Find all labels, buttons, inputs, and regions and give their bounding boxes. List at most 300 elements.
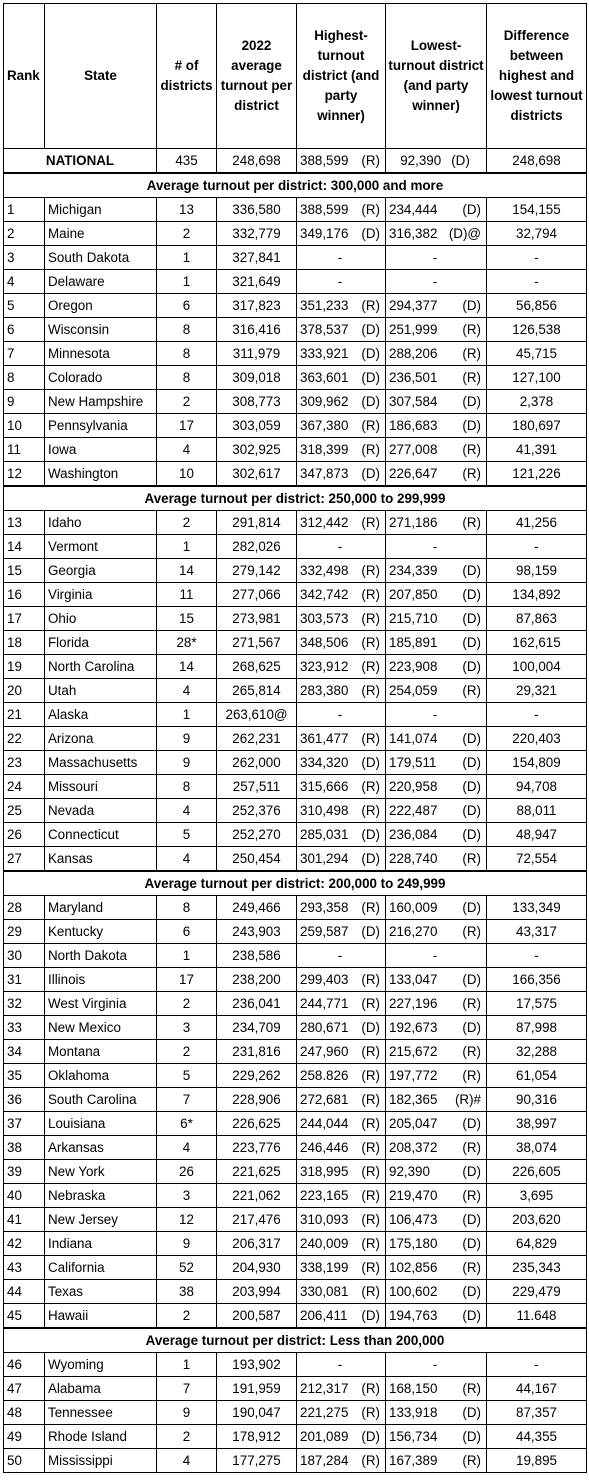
table-body [4, 149, 587, 1473]
lowest-turnout-value: - [432, 707, 438, 722]
lowest-turnout-party: (R) [462, 1188, 481, 1203]
state-name: Minnesota [45, 342, 157, 366]
turnout-difference: 87,998 [487, 1016, 587, 1040]
lowest-turnout-value: 219,470 [389, 1188, 438, 1203]
average-turnout: 303,059 [217, 414, 297, 438]
lowest-turnout-value: 168,150 [389, 1381, 438, 1396]
rank-cell: 11 [4, 438, 45, 462]
highest-turnout-value: 330,081 [300, 1284, 349, 1299]
highest-turnout-party: (R) [361, 659, 380, 674]
turnout-difference: 41,391 [487, 438, 587, 462]
turnout-difference: 220,403 [487, 727, 587, 751]
state-name: North Carolina [45, 655, 157, 679]
turnout-difference: - [487, 535, 587, 559]
lowest-turnout-party: (R) [462, 924, 481, 939]
lowest-turnout-value: - [432, 948, 438, 963]
state-name: Maine [45, 222, 157, 246]
lowest-turnout-value: 294,377 [389, 298, 438, 313]
average-turnout: 217,476 [217, 1208, 297, 1232]
average-turnout: 291,814 [217, 511, 297, 535]
lowest-turnout-value: 227,196 [389, 996, 438, 1011]
state-name: West Virginia [45, 992, 157, 1016]
state-row [4, 847, 587, 872]
highest-turnout [297, 1184, 386, 1208]
national-lowest-party: (D) [451, 153, 470, 168]
table-header [4, 4, 587, 149]
lowest-turnout-value: 175,180 [389, 1236, 438, 1251]
lowest-turnout [386, 535, 487, 559]
state-row [4, 1304, 587, 1329]
lowest-turnout-party: (D) [462, 611, 481, 626]
lowest-turnout-value: 226,647 [389, 466, 438, 481]
average-turnout: 273,981 [217, 607, 297, 631]
lowest-turnout [386, 1401, 487, 1425]
header-lowest-turnout: Lowest-turnout district (and party winner) [386, 4, 487, 149]
average-turnout: 321,649 [217, 270, 297, 294]
turnout-difference: 154,155 [487, 198, 587, 222]
lowest-turnout [386, 896, 487, 920]
national-highest-value: 388,599 [300, 153, 349, 168]
lowest-turnout-value: 185,891 [389, 635, 438, 650]
highest-turnout [297, 1280, 386, 1304]
highest-turnout [297, 920, 386, 944]
state-name: Georgia [45, 559, 157, 583]
district-count: 6 [157, 920, 217, 944]
state-name: New Jersey [45, 1208, 157, 1232]
turnout-difference: 48,947 [487, 823, 587, 847]
lowest-turnout-value: 141,074 [389, 731, 438, 746]
turnout-difference: 121,226 [487, 462, 587, 487]
lowest-turnout-value: 216,270 [389, 924, 438, 939]
state-name: Louisiana [45, 1112, 157, 1136]
highest-turnout-value: 221,275 [300, 1405, 349, 1420]
turnout-difference: 11.648 [487, 1304, 587, 1329]
state-row [4, 511, 587, 535]
average-turnout: 178,912 [217, 1425, 297, 1449]
district-count: 4 [157, 438, 217, 462]
highest-turnout-party: (R) [361, 1188, 380, 1203]
lowest-turnout-value: 160,009 [389, 900, 438, 915]
lowest-turnout-value: 167,389 [389, 1453, 438, 1468]
highest-turnout-value: 309,962 [300, 394, 349, 409]
highest-turnout [297, 414, 386, 438]
district-count: 17 [157, 968, 217, 992]
national-lowest [386, 149, 487, 174]
highest-turnout-value: 272,681 [300, 1092, 349, 1107]
turnout-difference: 154,809 [487, 751, 587, 775]
highest-turnout-value: 301,294 [300, 851, 349, 866]
lowest-turnout-value: 222,487 [389, 803, 438, 818]
highest-turnout-value: 283,380 [300, 683, 349, 698]
lowest-turnout [386, 1449, 487, 1473]
district-count: 8 [157, 318, 217, 342]
highest-turnout-value: 318,399 [300, 442, 349, 457]
average-turnout: 262,000 [217, 751, 297, 775]
rank-cell: 8 [4, 366, 45, 390]
header-highest-turnout: Highest-turnout district (and party winner) [297, 4, 386, 149]
highest-turnout-value: 318,995 [300, 1164, 349, 1179]
highest-turnout [297, 535, 386, 559]
highest-turnout-value: - [337, 1357, 343, 1372]
lowest-turnout [386, 583, 487, 607]
highest-turnout-value: 244,771 [300, 996, 349, 1011]
state-name: Kentucky [45, 920, 157, 944]
state-row [4, 366, 587, 390]
turnout-difference: 41,256 [487, 511, 587, 535]
state-name: Nebraska [45, 1184, 157, 1208]
turnout-difference: 19,895 [487, 1449, 587, 1473]
state-row [4, 270, 587, 294]
district-count: 1 [157, 246, 217, 270]
average-turnout: 311,979 [217, 342, 297, 366]
lowest-turnout-party: (R) [462, 1260, 481, 1275]
highest-turnout-value: 347,873 [300, 466, 349, 481]
highest-turnout-party: (R) [361, 1092, 380, 1107]
state-row [4, 390, 587, 414]
rank-cell: 1 [4, 198, 45, 222]
highest-turnout-party: (D) [361, 322, 380, 337]
highest-turnout [297, 1160, 386, 1184]
turnout-difference: 133,349 [487, 896, 587, 920]
highest-turnout-value: 351,233 [300, 298, 349, 313]
lowest-turnout-value: 102,856 [389, 1260, 438, 1275]
highest-turnout [297, 799, 386, 823]
state-name: Vermont [45, 535, 157, 559]
highest-turnout-value: 247,960 [300, 1044, 349, 1059]
rank-cell: 4 [4, 270, 45, 294]
highest-turnout [297, 1064, 386, 1088]
state-name: Arizona [45, 727, 157, 751]
state-row [4, 992, 587, 1016]
lowest-turnout-value: 251,999 [389, 322, 438, 337]
lowest-turnout-party: (D) [462, 563, 481, 578]
section-title: Average turnout per district: 250,000 to 299,999 [4, 486, 587, 511]
state-row [4, 799, 587, 823]
rank-cell: 47 [4, 1377, 45, 1401]
highest-turnout [297, 1112, 386, 1136]
rank-cell: 36 [4, 1088, 45, 1112]
lowest-turnout [386, 607, 487, 631]
average-turnout: 302,617 [217, 462, 297, 487]
state-row [4, 1425, 587, 1449]
rank-cell: 19 [4, 655, 45, 679]
lowest-turnout [386, 1353, 487, 1377]
state-row [4, 1016, 587, 1040]
district-count: 9 [157, 727, 217, 751]
average-turnout: 282,026 [217, 535, 297, 559]
lowest-turnout-party: (D) [462, 972, 481, 987]
highest-turnout-party: (D) [361, 346, 380, 361]
state-name: Connecticut [45, 823, 157, 847]
highest-turnout-value: 323,912 [300, 659, 349, 674]
state-row [4, 438, 587, 462]
state-row [4, 1136, 587, 1160]
highest-turnout [297, 631, 386, 655]
average-turnout: 277,066 [217, 583, 297, 607]
average-turnout: 231,816 [217, 1040, 297, 1064]
lowest-turnout-value: 208,372 [389, 1140, 438, 1155]
turnout-difference: 72,554 [487, 847, 587, 872]
lowest-turnout [386, 390, 487, 414]
lowest-turnout [386, 559, 487, 583]
lowest-turnout [386, 703, 487, 727]
turnout-difference: 43,317 [487, 920, 587, 944]
highest-turnout [297, 1136, 386, 1160]
state-name: Missouri [45, 775, 157, 799]
national-highest-party: (R) [361, 153, 380, 168]
highest-turnout-value: 338,199 [300, 1260, 349, 1275]
district-count: 2 [157, 511, 217, 535]
lowest-turnout-value: 194,763 [389, 1308, 438, 1323]
national-average: 248,698 [217, 149, 297, 174]
turnout-difference: 87,357 [487, 1401, 587, 1425]
lowest-turnout-value: - [432, 274, 438, 289]
rank-cell: 49 [4, 1425, 45, 1449]
lowest-turnout [386, 920, 487, 944]
lowest-turnout-value: 228,740 [389, 851, 438, 866]
highest-turnout-value: 303,573 [300, 611, 349, 626]
highest-turnout-value: 349,176 [300, 226, 349, 241]
state-name: Arkansas [45, 1136, 157, 1160]
state-row [4, 968, 587, 992]
state-name: Kansas [45, 847, 157, 872]
lowest-turnout [386, 847, 487, 872]
average-turnout: 200,587 [217, 1304, 297, 1329]
lowest-turnout-value: 234,339 [389, 563, 438, 578]
highest-turnout [297, 727, 386, 751]
lowest-turnout-party: (R) [462, 1044, 481, 1059]
highest-turnout-party: (R) [361, 803, 380, 818]
lowest-turnout [386, 799, 487, 823]
highest-turnout-party: (R) [361, 587, 380, 602]
highest-turnout-value: 361,477 [300, 731, 349, 746]
highest-turnout [297, 318, 386, 342]
lowest-turnout-party: (D) [462, 1405, 481, 1420]
highest-turnout [297, 944, 386, 968]
state-row [4, 1208, 587, 1232]
lowest-turnout-value: 236,501 [389, 370, 438, 385]
highest-turnout-party: (D) [361, 370, 380, 385]
lowest-turnout [386, 1256, 487, 1280]
highest-turnout-value: 212,317 [300, 1381, 349, 1396]
state-name: Montana [45, 1040, 157, 1064]
average-turnout: 204,930 [217, 1256, 297, 1280]
state-name: Oklahoma [45, 1064, 157, 1088]
lowest-turnout [386, 270, 487, 294]
lowest-turnout-party: (D) [462, 1164, 481, 1179]
lowest-turnout-party: (D) [462, 1236, 481, 1251]
highest-turnout-value: 223,165 [300, 1188, 349, 1203]
highest-turnout-party: (D) [361, 1020, 380, 1035]
average-turnout: 336,580 [217, 198, 297, 222]
state-row [4, 1040, 587, 1064]
rank-cell: 6 [4, 318, 45, 342]
highest-turnout [297, 1040, 386, 1064]
highest-turnout-value: 293,358 [300, 900, 349, 915]
lowest-turnout [386, 511, 487, 535]
average-turnout: 203,994 [217, 1280, 297, 1304]
state-name: Indiana [45, 1232, 157, 1256]
rank-cell: 31 [4, 968, 45, 992]
district-count: 9 [157, 751, 217, 775]
state-name: New Mexico [45, 1016, 157, 1040]
state-row [4, 751, 587, 775]
district-count: 2 [157, 1304, 217, 1329]
state-row [4, 1449, 587, 1473]
district-count: 2 [157, 222, 217, 246]
lowest-turnout-value: 207,850 [389, 587, 438, 602]
average-turnout: 191,959 [217, 1377, 297, 1401]
district-count: 13 [157, 198, 217, 222]
district-count: 14 [157, 559, 217, 583]
lowest-turnout [386, 1136, 487, 1160]
highest-turnout-party: (D) [361, 466, 380, 481]
lowest-turnout-party: (R) [462, 370, 481, 385]
rank-cell: 20 [4, 679, 45, 703]
highest-turnout-value: - [337, 250, 343, 265]
state-row [4, 342, 587, 366]
turnout-table-container [3, 3, 587, 1473]
turnout-difference: 203,620 [487, 1208, 587, 1232]
lowest-turnout [386, 1088, 487, 1112]
highest-turnout-value: - [337, 707, 343, 722]
district-count: 38 [157, 1280, 217, 1304]
lowest-turnout-party: (R) [462, 322, 481, 337]
rank-cell: 42 [4, 1232, 45, 1256]
lowest-turnout [386, 294, 487, 318]
state-row [4, 1088, 587, 1112]
header-difference: Difference between highest and lowest turnout districts [487, 4, 587, 149]
highest-turnout [297, 992, 386, 1016]
district-count: 8 [157, 775, 217, 799]
highest-turnout-value: - [337, 539, 343, 554]
turnout-table [3, 3, 587, 1473]
district-count: 2 [157, 992, 217, 1016]
highest-turnout-value: 244,044 [300, 1116, 349, 1131]
lowest-turnout [386, 1064, 487, 1088]
lowest-turnout [386, 1377, 487, 1401]
lowest-turnout-value: 215,710 [389, 611, 438, 626]
highest-turnout-party: (R) [361, 298, 380, 313]
turnout-difference: 229,479 [487, 1280, 587, 1304]
highest-turnout-party: (R) [361, 1068, 380, 1083]
highest-turnout-party: (D) [361, 924, 380, 939]
lowest-turnout-value: - [432, 539, 438, 554]
highest-turnout-party: (D) [361, 1308, 380, 1323]
average-turnout: 206,317 [217, 1232, 297, 1256]
lowest-turnout-party: (R) [462, 1140, 481, 1155]
rank-cell: 40 [4, 1184, 45, 1208]
highest-turnout-value: 363,601 [300, 370, 349, 385]
highest-turnout-party: (R) [361, 1164, 380, 1179]
rank-cell: 21 [4, 703, 45, 727]
lowest-turnout [386, 944, 487, 968]
lowest-turnout [386, 1040, 487, 1064]
rank-cell: 29 [4, 920, 45, 944]
highest-turnout-party: (D) [361, 1429, 380, 1444]
state-row [4, 1160, 587, 1184]
rank-cell: 14 [4, 535, 45, 559]
highest-turnout-value: - [337, 948, 343, 963]
state-row [4, 1184, 587, 1208]
highest-turnout-party: (R) [361, 202, 380, 217]
highest-turnout-value: 310,093 [300, 1212, 349, 1227]
turnout-difference: 3,695 [487, 1184, 587, 1208]
header-rank: Rank [4, 4, 45, 149]
rank-cell: 33 [4, 1016, 45, 1040]
lowest-turnout-party: (D)@ [448, 226, 481, 241]
highest-turnout-party: (D) [361, 755, 380, 770]
section-title: Average turnout per district: 300,000 and more [4, 173, 587, 198]
state-name: Ohio [45, 607, 157, 631]
lowest-turnout-party: (R) [462, 683, 481, 698]
district-count: 2 [157, 1040, 217, 1064]
highest-turnout-party: (R) [361, 683, 380, 698]
highest-turnout [297, 823, 386, 847]
district-count: 1 [157, 535, 217, 559]
lowest-turnout-value: 277,008 [389, 442, 438, 457]
rank-cell: 7 [4, 342, 45, 366]
average-turnout: 221,625 [217, 1160, 297, 1184]
highest-turnout-party: (R) [361, 1044, 380, 1059]
district-count: 8 [157, 366, 217, 390]
lowest-turnout-party: (R) [462, 466, 481, 481]
turnout-difference: 94,708 [487, 775, 587, 799]
lowest-turnout [386, 968, 487, 992]
state-row [4, 896, 587, 920]
average-turnout: 228,906 [217, 1088, 297, 1112]
highest-turnout-party: (R) [361, 563, 380, 578]
district-count: 12 [157, 1208, 217, 1232]
section-title: Average turnout per district: 200,000 to 249,999 [4, 871, 587, 896]
state-name: New York [45, 1160, 157, 1184]
average-turnout: 279,142 [217, 559, 297, 583]
lowest-turnout [386, 1280, 487, 1304]
state-row [4, 559, 587, 583]
lowest-turnout [386, 462, 487, 487]
lowest-turnout-party: (D) [462, 202, 481, 217]
district-count: 14 [157, 655, 217, 679]
rank-cell: 34 [4, 1040, 45, 1064]
state-name: New Hampshire [45, 390, 157, 414]
highest-turnout-party: (R) [361, 635, 380, 650]
lowest-turnout [386, 1160, 487, 1184]
average-turnout: 193,902 [217, 1353, 297, 1377]
state-name: South Carolina [45, 1088, 157, 1112]
highest-turnout [297, 751, 386, 775]
turnout-difference: 180,697 [487, 414, 587, 438]
average-turnout: 234,709 [217, 1016, 297, 1040]
lowest-turnout-party: (D) [462, 394, 481, 409]
state-name: South Dakota [45, 246, 157, 270]
lowest-turnout [386, 1184, 487, 1208]
turnout-difference: 64,829 [487, 1232, 587, 1256]
highest-turnout-party: (R) [361, 1236, 380, 1251]
highest-turnout-party: (R) [361, 1140, 380, 1155]
highest-turnout-party: (R) [361, 900, 380, 915]
state-name: Illinois [45, 968, 157, 992]
district-count: 26 [157, 1160, 217, 1184]
lowest-turnout [386, 631, 487, 655]
state-row [4, 631, 587, 655]
turnout-difference: 2,378 [487, 390, 587, 414]
lowest-turnout-value: 100,602 [389, 1284, 438, 1299]
lowest-turnout [386, 1232, 487, 1256]
district-count: 4 [157, 1449, 217, 1473]
state-name: California [45, 1256, 157, 1280]
lowest-turnout-party: (D) [462, 418, 481, 433]
rank-cell: 30 [4, 944, 45, 968]
